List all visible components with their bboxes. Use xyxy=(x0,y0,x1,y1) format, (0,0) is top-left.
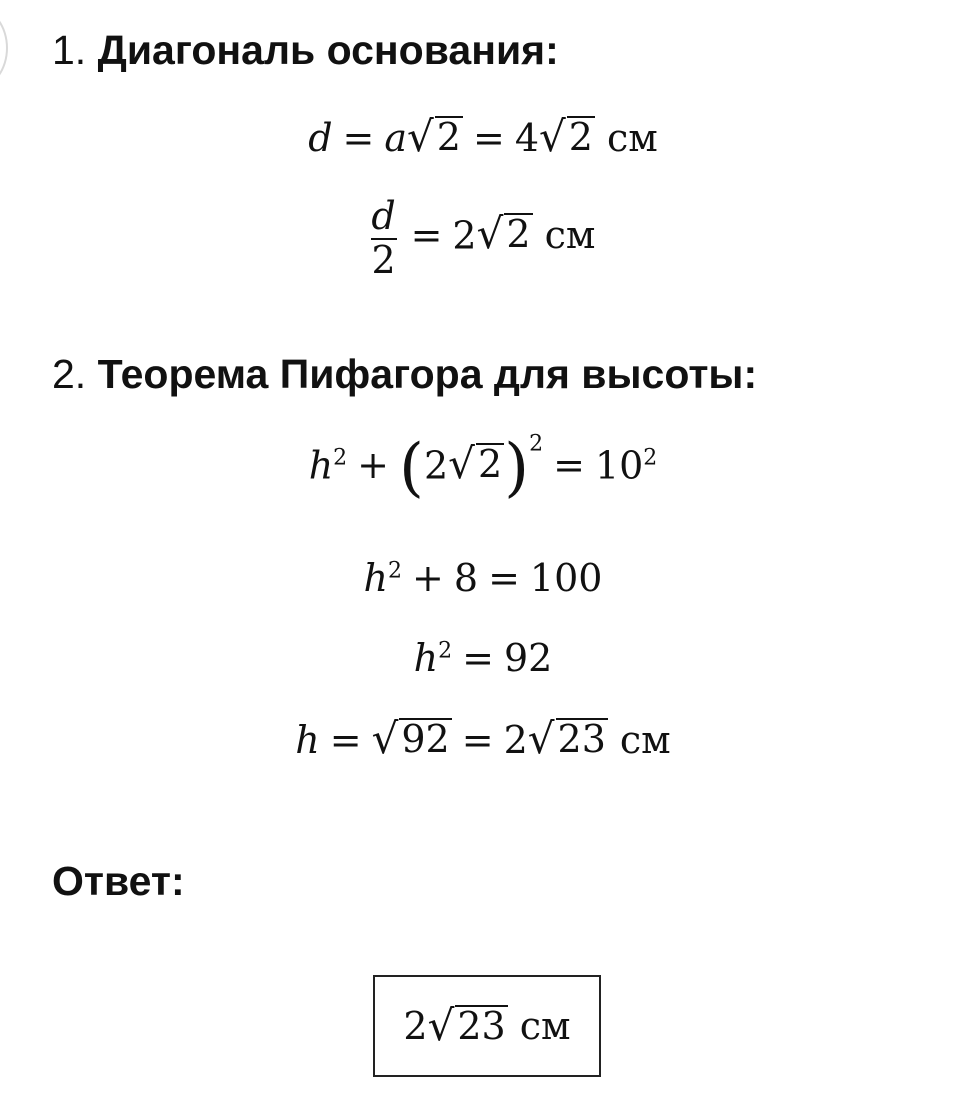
sqrt-2 xyxy=(448,439,504,489)
answer-title: Ответ: xyxy=(52,858,185,904)
coefficient: 2 xyxy=(403,1004,428,1048)
numerator: d xyxy=(371,194,396,238)
equation-h2-plus-8 xyxy=(0,556,966,600)
step-2-heading xyxy=(52,350,757,398)
equation-diagonal xyxy=(0,112,966,161)
var-h: h xyxy=(363,556,389,600)
radicand: 23 xyxy=(557,717,606,762)
radical-sign: √ xyxy=(427,1001,455,1050)
equals-sign: = xyxy=(461,718,494,762)
equation-h2-eq-92 xyxy=(0,636,966,680)
var-h: h xyxy=(295,718,320,762)
radical-sign: √ xyxy=(407,112,434,161)
eight: 8 xyxy=(453,556,479,600)
sqrt-23 xyxy=(427,1001,508,1050)
radicand: 2 xyxy=(477,442,503,487)
exponent: 2 xyxy=(529,431,544,457)
var-h: h xyxy=(413,636,439,680)
step-2-number: 2. xyxy=(52,351,87,397)
denominator: 2 xyxy=(371,237,396,282)
sqrt-2 xyxy=(476,209,533,259)
sqrt-2 xyxy=(539,112,595,161)
radicand: 92 xyxy=(401,717,450,762)
ten: 10 xyxy=(594,443,644,488)
left-paren: ( xyxy=(399,431,424,505)
exponent: 2 xyxy=(388,558,403,584)
unit-cm: см xyxy=(544,213,596,258)
coefficient: 4 xyxy=(514,116,539,160)
exponent: 2 xyxy=(333,445,348,471)
exponent: 2 xyxy=(438,638,453,664)
equation-h-result xyxy=(0,714,966,763)
radical-sign: √ xyxy=(371,714,399,763)
unit-cm: см xyxy=(606,116,658,160)
unit-cm: см xyxy=(619,718,671,762)
equals-sign: = xyxy=(488,556,520,600)
sqrt-23 xyxy=(527,714,608,763)
step-1-number: 1. xyxy=(52,27,87,73)
equals-sign: = xyxy=(342,116,375,160)
equals-sign: = xyxy=(462,636,494,680)
step-1-title: Диагональ основания: xyxy=(97,27,559,73)
right-paren: ) xyxy=(504,431,530,505)
fraction-d-over-2 xyxy=(371,196,397,282)
value: 92 xyxy=(503,636,553,680)
coefficient: 2 xyxy=(503,718,528,762)
equals-sign: = xyxy=(553,443,585,488)
var-a: a xyxy=(384,116,408,160)
sqrt-92 xyxy=(371,714,452,763)
radical-sign: √ xyxy=(476,209,504,259)
radical-sign: √ xyxy=(448,439,475,489)
step-1-heading xyxy=(52,26,559,74)
radicand: 2 xyxy=(436,115,461,160)
radicand: 2 xyxy=(506,212,531,257)
step-2-title: Теорема Пифагора для высоты: xyxy=(97,351,758,397)
radical-sign: √ xyxy=(527,714,555,763)
edge-circle-decoration xyxy=(0,8,8,88)
equals-sign: = xyxy=(329,718,362,762)
sqrt-2 xyxy=(407,112,463,161)
equals-sign: = xyxy=(410,213,443,258)
var-d: d xyxy=(308,116,333,160)
coefficient: 2 xyxy=(452,213,477,258)
radical-sign: √ xyxy=(539,112,566,161)
value: 100 xyxy=(529,556,603,600)
unit-cm: см xyxy=(519,1004,571,1048)
exponent: 2 xyxy=(643,445,658,471)
radicand: 2 xyxy=(568,115,593,160)
equation-pythagoras xyxy=(0,431,966,505)
coefficient: 2 xyxy=(423,443,449,488)
var-h: h xyxy=(308,443,334,488)
plus-sign: + xyxy=(357,443,390,488)
plus-sign: + xyxy=(412,556,444,600)
equals-sign: = xyxy=(472,116,505,160)
radicand: 23 xyxy=(457,1004,506,1049)
equation-half-diagonal xyxy=(0,196,966,282)
answer-box xyxy=(373,975,601,1077)
